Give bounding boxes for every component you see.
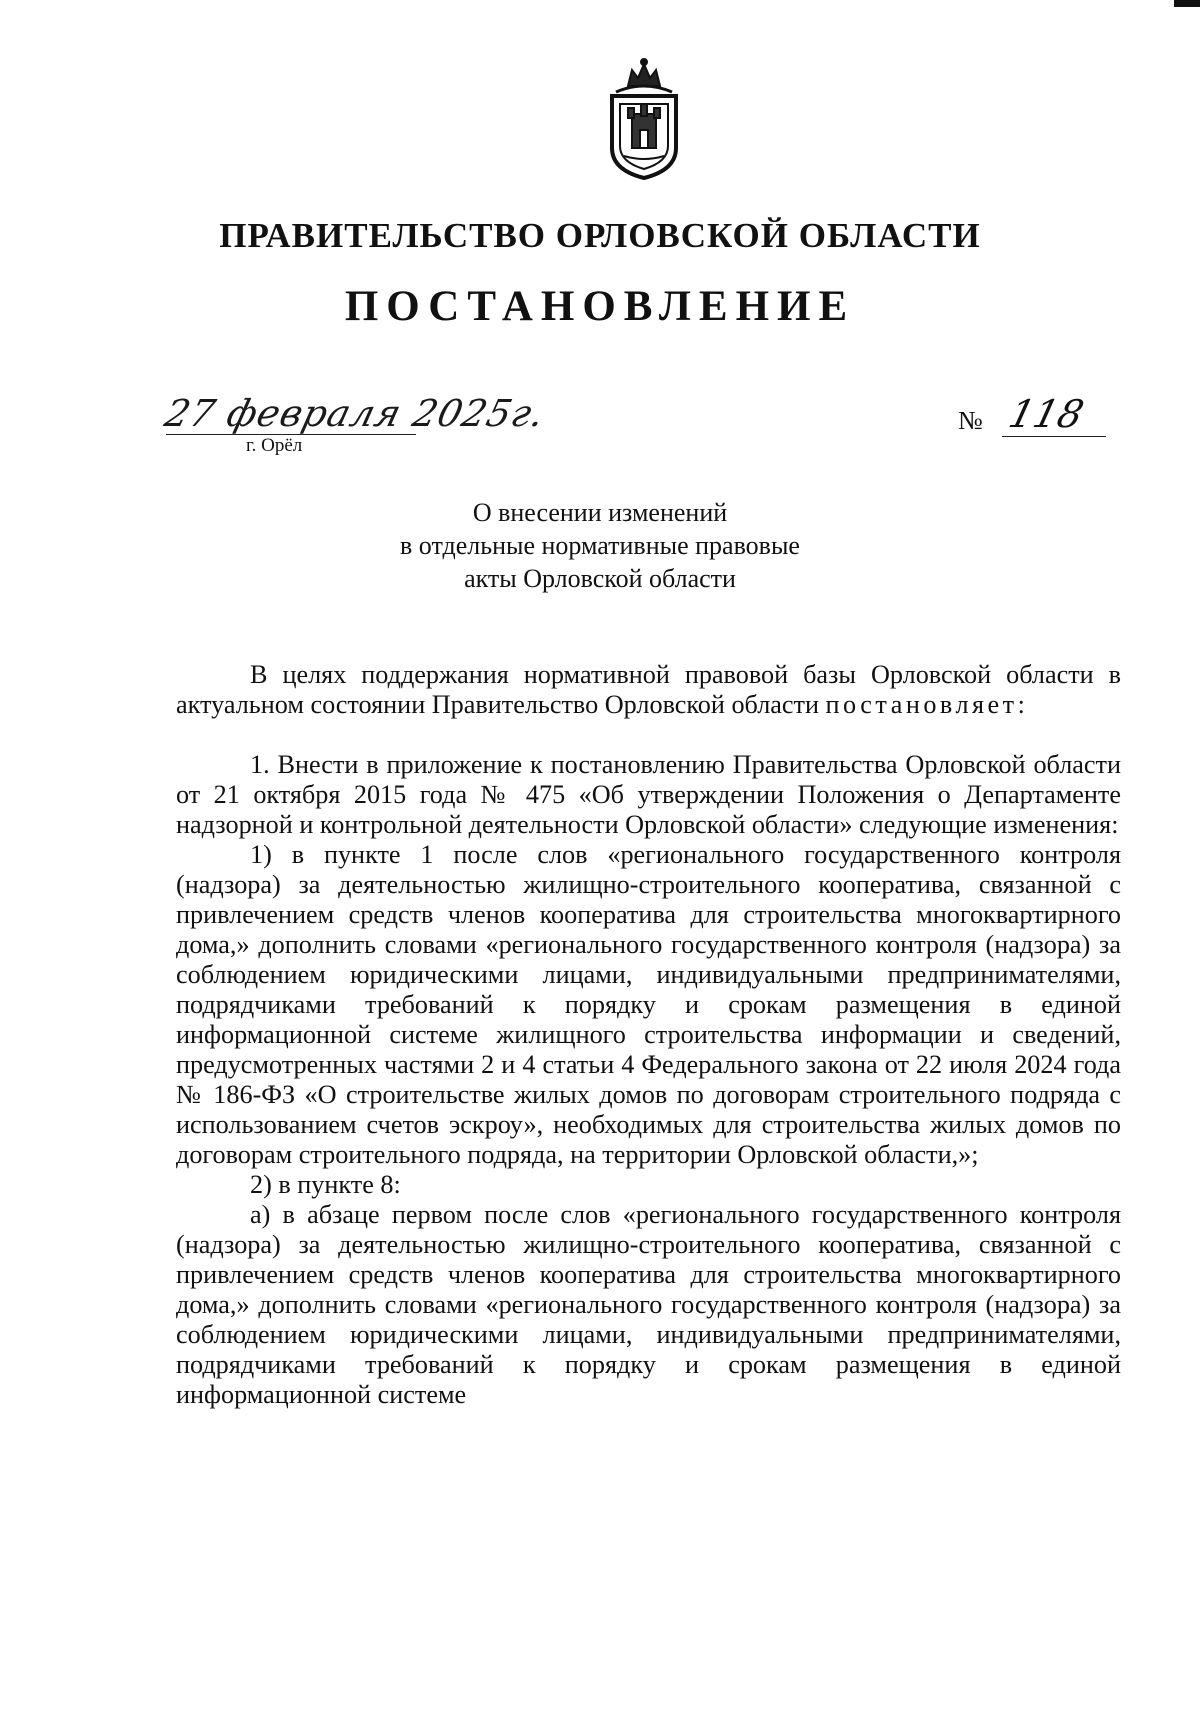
- preamble-paragraph: [176, 660, 1121, 720]
- paragraph-1-1: 1) в пункте 1 после слов «регионального государственного контроля (надзора) за деятельностью жилищно-строительного кооператива, связанной с привлечением средств членов кооператива для строительства многоквартирного дома,» дополнить словами «регионального государственного контроля (надзора) за соблюдением юридическими лицами, индивидуальными предпринимателями, подрядчиками требований к порядку и срокам размещения в единой информационной системе жилищного строительства информации и сведений, предусмотренных частями 2 и 4 статьи 4 Федерального закона от 22 июля 2024 года № 186-ФЗ «О строительстве жилых домов по договорам строительного подряда с использованием счетов эскроу», необходимых для строительства жилых домов по договорам строительного подряда, на территории Орловской области,»;: [176, 840, 1121, 1169]
- number-sign: №: [958, 406, 983, 435]
- handwritten-number: 118: [1004, 392, 1089, 436]
- handwritten-date: 27 февраля 2025г.: [160, 392, 550, 435]
- document-number-block: [958, 392, 1106, 442]
- preamble-text: В целях поддержания нормативной правовой базы Орловской области в актуальном состоянии Правительство Орловской области: [176, 660, 1121, 719]
- scan-corner-mark: [1174, 0, 1200, 7]
- subject-line-3: акты Орловской области: [464, 564, 736, 593]
- paragraph-1-2-a: а) в абзаце первом после слов «регионального государственного контроля (надзора) за деятельностью жилищно-строительного кооператива, связанной с привлечением средств членов кооператива для строительства многоквартирного дома,» дополнить словами «регионального государственного контроля (надзора) за соблюдением юридическими лицами, индивидуальными предпринимателями, подрядчиками требований к порядку и срокам размещения в единой информационной системе: [176, 1200, 1121, 1409]
- paragraph-1-2: 2) в пункте 8:: [250, 1170, 401, 1199]
- subject-line-2: в отдельные нормативные правовые: [400, 531, 800, 560]
- document-type-title: ПОСТАНОВЛЕНИЕ: [344, 283, 856, 330]
- coat-of-arms-icon: [598, 56, 690, 182]
- subject-line-1: О внесении изменений: [472, 498, 728, 527]
- organization-title: ПРАВИТЕЛЬСТВО ОРЛОВСКОЙ ОБЛАСТИ: [219, 216, 981, 255]
- preamble-decree-word: постановляет:: [825, 690, 1029, 719]
- document-body: [176, 660, 1121, 1410]
- city-label: г. Орёл: [246, 435, 303, 456]
- number-underline: [1002, 436, 1106, 437]
- paragraph-1: 1. Внести в приложение к постановлению Правительства Орловской области от 21 октября 2015 года № 475 «Об утверждении Положения о Департаменте надзорной и контрольной деятельности Орловской области» следующие изменения:: [176, 750, 1121, 839]
- document-subject: [0, 496, 1200, 595]
- date-block: [160, 392, 550, 458]
